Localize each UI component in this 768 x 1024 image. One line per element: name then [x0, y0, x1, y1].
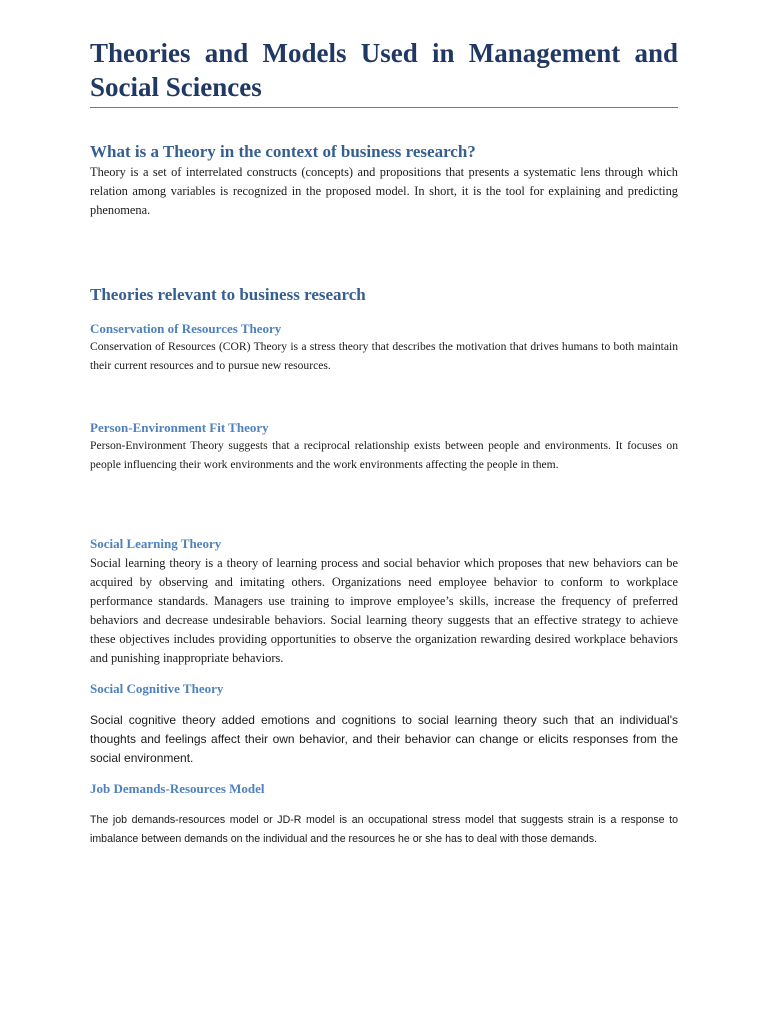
theories-heading: Theories relevant to business research — [90, 285, 366, 304]
intro-heading: What is a Theory in the context of business research? — [90, 142, 476, 161]
intro-paragraph: Theory is a set of interrelated constructs (concepts) and propositions that presents a systematic lens through which relation among variables is recognized in the proposed model. In short, it is the tool for explaining and predicting phenomena. — [90, 165, 678, 217]
section-heading-social-cognitive: Social Cognitive Theory — [90, 681, 224, 696]
section-body-jdr: The job demands-resources model or JD-R model is an occupational stress model that suggests strain is a response to imbalance between demands on the individual and the resources he or she has to deal with those demands. — [90, 814, 678, 845]
section-heading-social-learning: Social Learning Theory — [90, 536, 222, 551]
title-divider — [90, 107, 678, 108]
section-heading-pe-fit: Person-Environment Fit Theory — [90, 420, 269, 435]
section-heading-jdr: Job Demands-Resources Model — [90, 781, 265, 796]
section-body-social-learning: Social learning theory is a theory of learning process and social behavior which proposes that new behaviors can be acquired by observing and imitating others. Organizations need employee behavior to conform to workplace performance standards. Managers use training to improve employee’s skills, increase the frequency of preferred behaviors and decrease undesirable behaviors. Social learning theory suggests that an effective strategy to achieve these objectives includes providing opportunities to observe the organization rewarding desired workplace behaviors and punishing inappropriate behaviors. — [90, 556, 678, 665]
section-body-cor: Conservation of Resources (COR) Theory is a stress theory that describes the motivation that drives humans to both maintain their current resources and to pursue new resources. — [90, 340, 678, 372]
section-body-pe-fit: Person-Environment Theory suggests that a reciprocal relationship exists between people and environments. It focuses on people influencing their work environments and the work environments affecting the people in them. — [90, 439, 678, 471]
page-title: Theories and Models Used in Management and Social Sciences — [90, 38, 678, 102]
section-body-social-cognitive: Social cognitive theory added emotions and cognitions to social learning theory such that an individual's thoughts and feelings affect their own behavior, and their behavior can change or elicits responses from the social environment. — [90, 713, 678, 765]
section-heading-cor: Conservation of Resources Theory — [90, 321, 282, 336]
